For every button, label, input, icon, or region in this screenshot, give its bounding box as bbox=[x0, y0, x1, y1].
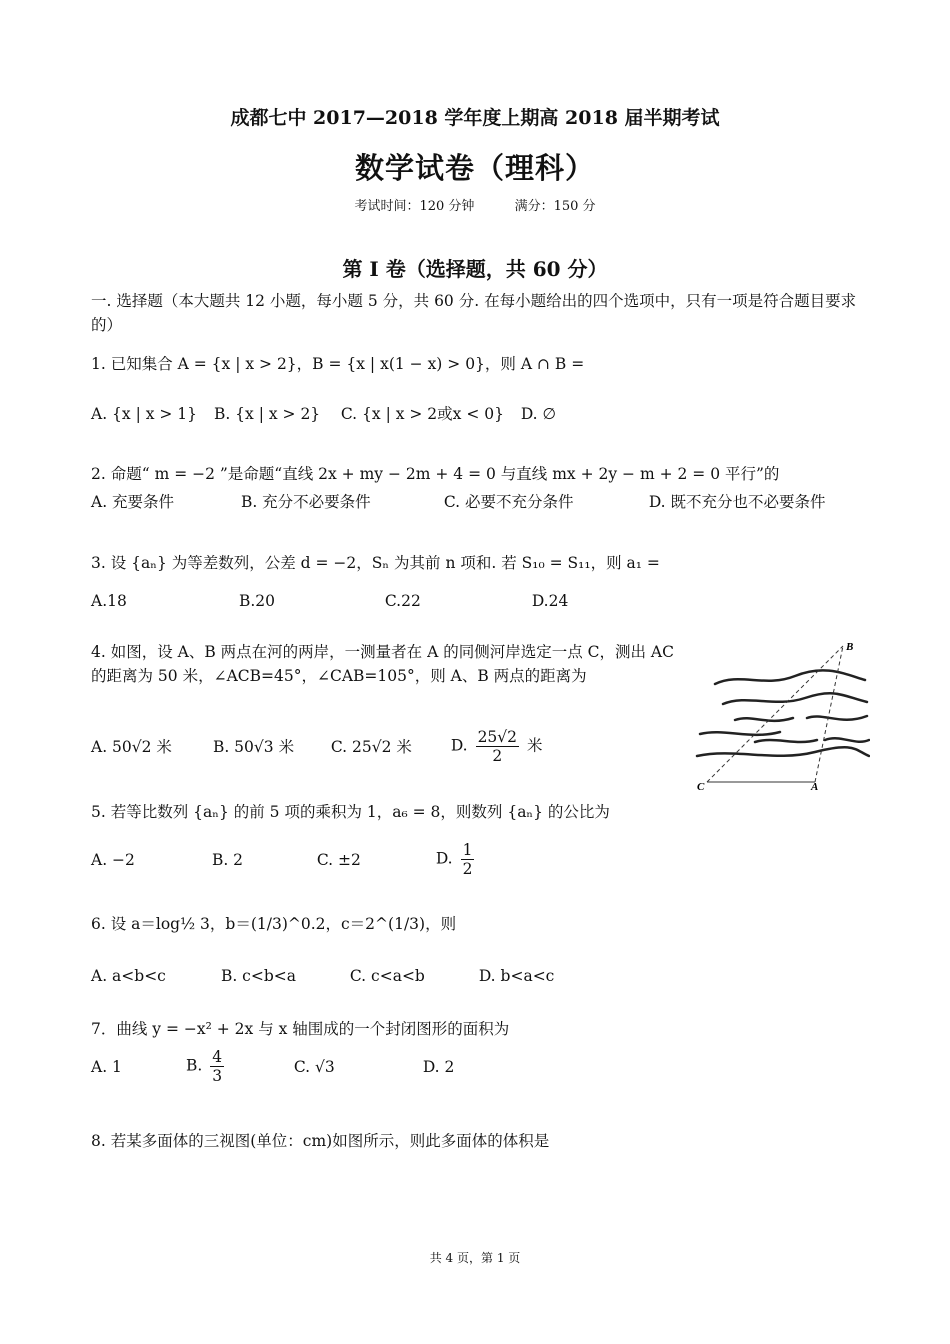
point-label-c: C bbox=[697, 781, 705, 793]
q6-option-d: D. b<a<c bbox=[478, 967, 555, 985]
river-wave bbox=[723, 693, 867, 704]
q2-option-d: D. 既不充分也不必要条件 bbox=[648, 493, 826, 511]
exam-info bbox=[0, 195, 950, 214]
subject-title: 数学试卷（理科） bbox=[354, 151, 595, 185]
q2-option-a: A. 充要条件 bbox=[91, 493, 175, 511]
question-5-options bbox=[91, 841, 477, 878]
q7-option-b-denominator: 3 bbox=[212, 1067, 223, 1085]
exam-score: 满分：150 分 bbox=[514, 199, 596, 214]
river-wave bbox=[697, 747, 869, 756]
q7-option-b-numerator: 4 bbox=[212, 1048, 223, 1066]
question-3-options bbox=[91, 589, 568, 613]
q7-option-c: C. √3 bbox=[293, 1057, 335, 1076]
q5-option-b: B. 2 bbox=[211, 850, 244, 869]
q2-option-c: C. 必要不充分条件 bbox=[443, 493, 574, 511]
school-exam-title: 成都七中 2017—2018 学年度上期高 2018 届半期考试 bbox=[230, 107, 720, 129]
q6-option-c: C. c<a<b bbox=[349, 967, 425, 985]
river-wave bbox=[715, 670, 865, 684]
question-5-stem: 5. 若等比数列 {aₙ} 的前 5 项的乘积为 1，a₆ = 8，则数列 {aₙ} 的公比为 bbox=[91, 803, 610, 821]
q3-option-d: D.24 bbox=[531, 592, 569, 610]
question-3-stem: 3. 设 {aₙ} 为等差数列，公差 d = −2，Sₙ 为其前 n 项和. 若 S₁₀ = S₁₁，则 a₁ = bbox=[91, 554, 660, 572]
river-wave bbox=[807, 716, 867, 720]
question-7-options bbox=[91, 1048, 454, 1085]
q1-option-a: A. {x | x > 1} bbox=[91, 405, 198, 423]
page-footer: 共 4 页，第 1 页 bbox=[429, 1251, 521, 1265]
river-wave bbox=[700, 732, 780, 735]
q4-option-b: B. 50√3 米 bbox=[212, 737, 295, 756]
q1-option-b: B. {x | x > 2} bbox=[213, 405, 321, 423]
section-title: 第 I 卷（选择题，共 60 分） bbox=[342, 257, 608, 281]
point-label-a: A bbox=[811, 781, 819, 793]
q7-option-d: D. 2 bbox=[422, 1057, 455, 1076]
q5-option-d-numerator: 1 bbox=[462, 841, 473, 859]
q5-option-d-label: D. bbox=[435, 849, 453, 868]
q3-option-c: C.22 bbox=[384, 592, 421, 610]
question-8-stem: 8. 若某多面体的三视图(单位：cm)如图所示，则此多面体的体积是 bbox=[91, 1132, 550, 1150]
point-label-b: B bbox=[846, 641, 854, 653]
q1-option-c: C. {x | x > 2或x < 0} bbox=[340, 405, 504, 423]
q1-option-d: D. ∅ bbox=[520, 405, 557, 423]
river-wave bbox=[735, 718, 793, 721]
q5-option-a: A. −2 bbox=[91, 850, 135, 869]
segment-ab bbox=[815, 646, 843, 782]
q5-option-d-fraction bbox=[461, 841, 475, 878]
q7-option-b-label: B. bbox=[185, 1056, 203, 1075]
q2-option-b: B. 充分不必要条件 bbox=[240, 493, 371, 511]
q7-option-b bbox=[186, 1048, 289, 1085]
river-wave bbox=[755, 740, 817, 742]
river-wave bbox=[825, 738, 869, 741]
q5-option-d bbox=[436, 841, 478, 878]
question-4-options bbox=[91, 728, 542, 765]
q4-option-d-unit: 米 bbox=[526, 736, 543, 755]
q4-option-d-fraction bbox=[476, 728, 519, 765]
q6-option-b: B. c<b<a bbox=[220, 967, 297, 985]
segment-cb bbox=[707, 646, 843, 782]
q4-option-c: C. 25√2 米 bbox=[330, 737, 412, 756]
question-7-stem: 7．曲线 y = −x² + 2x 与 x 轴围成的一个封闭图形的面积为 bbox=[91, 1020, 510, 1038]
question-1-options bbox=[91, 402, 556, 426]
river-measurement-figure bbox=[695, 636, 870, 796]
q4-option-d-label: D. bbox=[450, 736, 468, 755]
q7-option-b-fraction bbox=[210, 1048, 224, 1085]
q4-option-d bbox=[451, 728, 543, 765]
q4-option-d-numerator: 25√2 bbox=[477, 728, 518, 746]
q3-option-a: A.18 bbox=[91, 592, 127, 610]
q5-option-c: C. ±2 bbox=[316, 850, 361, 869]
exam-time: 考试时间：120 分钟 bbox=[354, 199, 475, 214]
question-4-stem: 4. 如图，设 A、B 两点在河的两岸，一测量者在 A 的同侧河岸选定一点 C，测出 AC 的距离为 50 米，∠ACB=45°，∠CAB=105°，则 A、B 两点的距离为 bbox=[91, 643, 674, 685]
question-6-options bbox=[91, 964, 554, 988]
q7-option-a: A. 1 bbox=[91, 1057, 122, 1076]
q4-option-d-denominator: 2 bbox=[492, 747, 503, 765]
q5-option-d-denominator: 2 bbox=[462, 860, 473, 878]
question-1-stem: 1. 已知集合 A = {x | x > 2}，B = {x | x(1 − x) > 0}，则 A ∩ B = bbox=[91, 355, 585, 373]
question-2-options bbox=[91, 490, 826, 514]
question-2-stem: 2. 命题“ m = −2 ”是命题“直线 2x + my − 2m + 4 = 0 与直线 mx + 2y − m + 2 = 0 平行”的 bbox=[91, 465, 780, 483]
q3-option-b: B.20 bbox=[238, 592, 275, 610]
q6-option-a: A. a<b<c bbox=[91, 967, 166, 985]
q4-option-a: A. 50√2 米 bbox=[91, 737, 172, 756]
section-instructions: 一. 选择题（本大题共 12 小题，每小题 5 分，共 60 分. 在每小题给出的四个选项中，只有一项是符合题目要求的） bbox=[91, 292, 857, 334]
question-6-stem: 6. 设 a＝log½ 3，b＝(1/3)^0.2，c＝2^(1/3)，则 bbox=[91, 915, 457, 933]
